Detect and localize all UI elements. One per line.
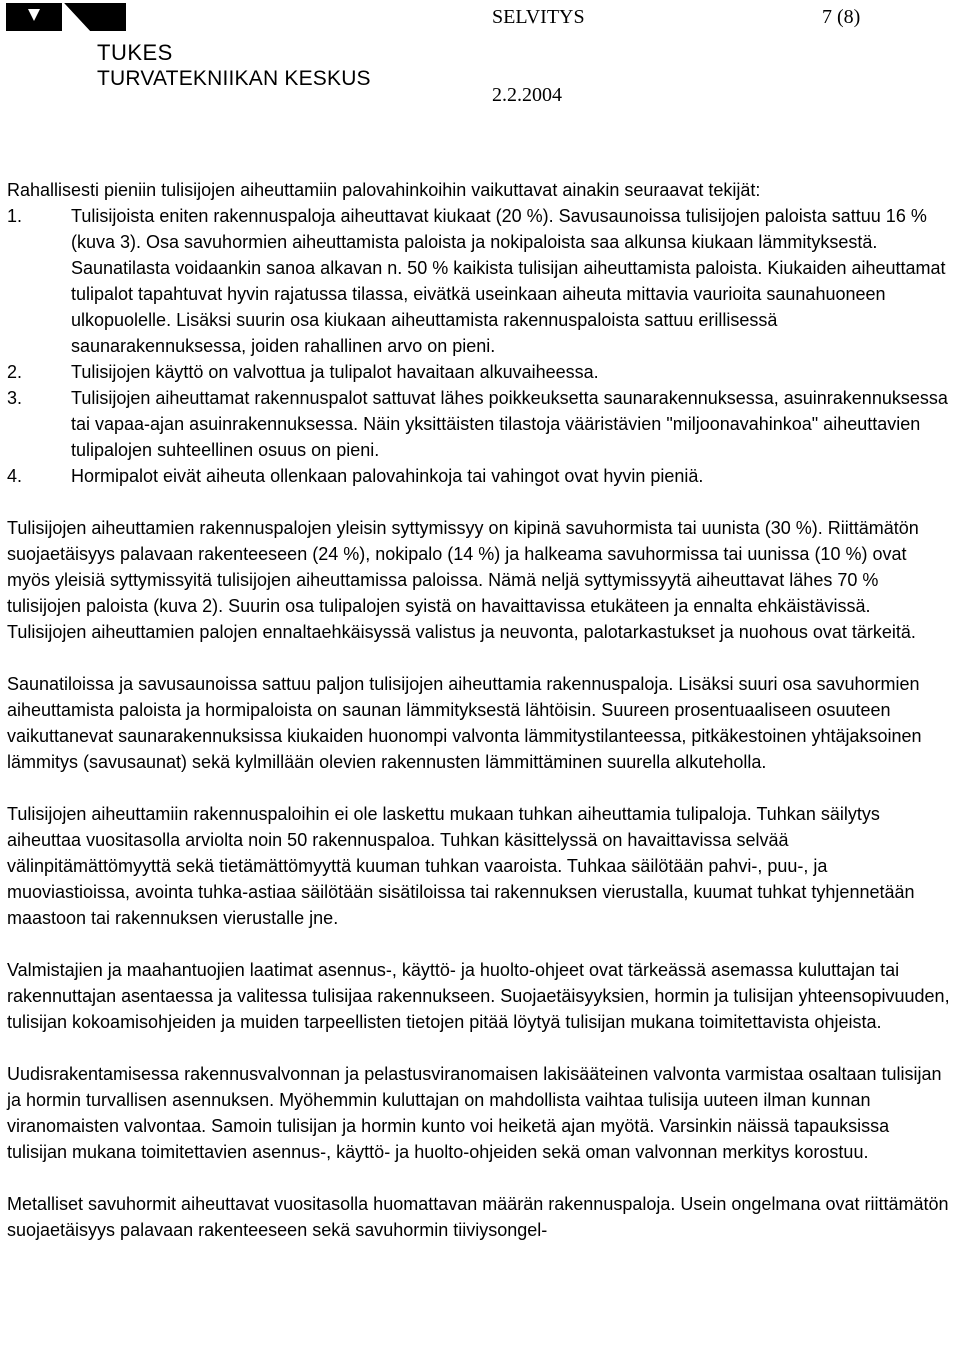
- org-name-full: TURVATEKNIIKAN KESKUS: [97, 67, 371, 90]
- list-number: 4.: [7, 466, 23, 486]
- list-text: Tulisijojen aiheuttamat rakennuspalot sattuvat lähes poikkeuksetta saunarakennuksessa, asuinrakennuksessa tai vapaa-ajan asuinrakennuksessa. Näin yksittäisten tilastoja vääristävien "miljoonavahinkoa" aiheuttavien tulipalojen suhteellinen osuus on pieni.: [71, 388, 948, 460]
- paragraph: Tulisijojen aiheuttamien rakennuspalojen yleisin syttymissyy on kipinä savuhormista tai uunista (30 %). Riittämätön suojaetäisyys palavaan rakenteeseen (24 %), nokipalo (14 %) ja halkeama savuhormissa tai uunissa (10 %) ovat myös yleisiä syttymissyitä tulisijojen aiheuttamissa paloissa. Nämä neljä syttymissyytä aiheuttavat lähes 70 % tulisijojen paloista (kuva 2). Suurin osa tulipalojen syistä on havaittavissa etukäteen ja ennalta ehkäistävissä. Tulisijojen aiheuttamien palojen ennaltaehkäisyssä valistus ja neuvonta, palotarkastukset ja nuohous ovat tärkeitä.: [7, 518, 919, 642]
- org-name-short: TUKES: [97, 40, 173, 65]
- document-date: 2.2.2004: [492, 84, 562, 106]
- paragraph: Metalliset savuhormit aiheuttavat vuositasolla huomattavan määrän rakennuspaloja. Usein ongelmana ovat riittämätön suojaetäisyys palavaan rakenteeseen sekä savuhormin tiiviysongel-: [7, 1194, 949, 1240]
- list-text: Tulisijojen käyttö on valvottua ja tulipalot havaitaan alkuvaiheessa.: [71, 362, 599, 382]
- list-item: [7, 203, 952, 359]
- page-number: 7 (8): [822, 6, 861, 28]
- list-item: [7, 385, 952, 463]
- document-body: [7, 177, 952, 1243]
- paragraph: Valmistajien ja maahantuojien laatimat asennus-, käyttö- ja huolto-ohjeet ovat tärkeässä asemassa kuluttajan tai rakennuttajan asentaessa ja valitessa tulisijaa rakennukseen. Suojaetäisyyksien, hormin ja tulisijan yhteensopivuuden, tulisijan kokoamisohjeiden ja muiden tarpeellisten tietojen pitää löytyä tulisijan mukana toimitettavista ohjeista.: [7, 960, 950, 1032]
- paragraph: Uudisrakentamisessa rakennusvalvonnan ja pelastusviranomaisen lakisääteinen valvonta varmistaa osaltaan tulisijan ja hormin turvallisen asennuksen. Myöhemmin kuluttajan on mahdollista vaihtaa tulisija uuteen ilman kunnan viranomaisten valvontaa. Samoin tulisijan ja hormin kunto voi heiketä ajan myötä. Varsinkin näissä tapauksissa tulisijan mukana toimitettavien asennus-, käyttö- ja huolto-ohjeiden sekä oman valvonnan merkitys korostuu.: [7, 1064, 942, 1162]
- intro-paragraph: Rahallisesti pieniin tulisijojen aiheuttamiin palovahinkoihin vaikuttavat ainakin seuraavat tekijät:: [7, 180, 761, 200]
- list-item: [7, 359, 952, 385]
- list-item: [7, 463, 952, 489]
- list-number: 1.: [7, 206, 23, 226]
- factor-list: [7, 203, 952, 489]
- list-text: Hormipalot eivät aiheuta ollenkaan palovahinkoja tai vahingot ovat hyvin pieniä.: [71, 466, 704, 486]
- paragraph: Saunatiloissa ja savusaunoissa sattuu paljon tulisijojen aiheuttamia rakennuspaloja. Lisäksi suuri osa savuhormien aiheuttamista paloista ja hormipaloista on saunan lämmityksestä lähtöisin. Suureen prosentuaaliseen osuuteen vaikuttanevat saunarakennuksissa kiukaiden huonompi valvonta lämmitystilanteessa, pitkäkestoinen yhtäjaksoinen lämmitys (savusaunat) sekä kylmillään olevien rakennusten lämmittäminen suurella alkuteholla.: [7, 674, 922, 772]
- document-type: SELVITYS: [492, 6, 585, 28]
- tukes-logo: [6, 3, 126, 31]
- list-number: 2.: [7, 362, 23, 382]
- paragraph: Tulisijojen aiheuttamiin rakennuspaloihin ei ole laskettu mukaan tuhkan aiheuttamia tulipaloja. Tuhkan säilytys aiheuttaa vuositasolla arviolta noin 50 rakennuspaloa. Tuhkan käsittelyssä on havaittavissa selvää välinpitämättömyyttä sekä tietämättömyyttä kuuman tuhkan vaaroista. Tuhkaa säilötään pahvi-, puu-, ja muoviastioissa, avointa tuhka-astiaa säilötään sisätiloissa tai rakennuksen vierustalla, kuumat tuhkat tyhjennetään maastoon tai rakennuksen vierustalle jne.: [7, 804, 915, 928]
- list-number: 3.: [7, 388, 23, 408]
- list-text: Tulisijoista eniten rakennuspaloja aiheuttavat kiukaat (20 %). Savusaunoissa tulisijojen paloista sattuu 16 % (kuva 3). Osa savuhormien aiheuttamista paloista ja nokipaloista saa alkunsa kiukaan lämmityksestä. Saunatilasta voidaankin sanoa alkavan n. 50 % kaikista tulisijan aiheuttamista paloista. Kiukaiden aiheuttamat tulipalot tapahtuvat hyvin rajatussa tilassa, eivätkä useinkaan aiheuta mittavia vaurioita saunahuoneen ulkopuolelle. Lisäksi suurin osa kiukaan aiheuttamista rakennuspaloista sattuu erillisessä saunarakennuksessa, joiden rahallinen arvo on pieni.: [71, 206, 946, 356]
